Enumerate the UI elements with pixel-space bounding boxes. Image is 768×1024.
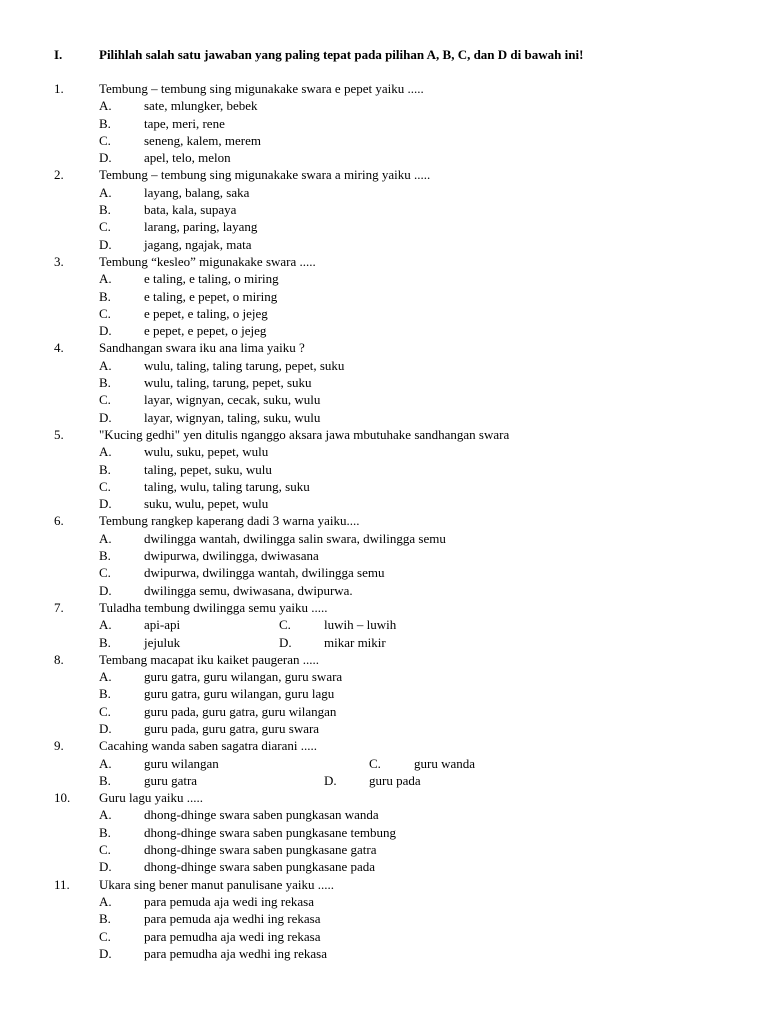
question-text: Tuladha tembung dwilingga semu yaiku ..... [99, 599, 328, 615]
answer-option [54, 668, 728, 685]
option-text: guru wilangan [144, 755, 219, 771]
question-item [54, 166, 728, 252]
question-row [54, 253, 728, 270]
question-text: Ukara sing bener manut panulisane yaiku ..... [99, 876, 335, 892]
option-letter: D. [99, 409, 112, 425]
option-letter: A. [99, 357, 112, 373]
question-list [54, 80, 728, 962]
question-row [54, 426, 728, 443]
option-letter: C. [99, 842, 111, 858]
option-letter: C. [99, 305, 111, 321]
answer-option [54, 201, 728, 218]
option-text: seneng, kalem, merem [144, 132, 261, 148]
answer-option [54, 910, 728, 927]
answer-option [54, 928, 728, 945]
question-number: 1. [54, 81, 64, 96]
question-text: Tembang macapat iku kaiket paugeran ..... [99, 651, 320, 667]
answer-option [54, 132, 728, 149]
answer-option [54, 720, 728, 737]
option-letter: B. [99, 548, 111, 564]
answer-option [54, 893, 728, 910]
option-letter: D. [279, 634, 292, 650]
option-text: e pepet, e taling, o jejeg [144, 305, 268, 321]
option-text: sate, mlungker, bebek [144, 98, 258, 114]
option-letter: C. [369, 755, 381, 771]
question-number: 11. [54, 876, 70, 892]
option-text: taling, wulu, taling tarung, suku [144, 478, 310, 494]
option-letter: D. [99, 720, 112, 736]
answer-option [54, 374, 728, 391]
option-letter: A. [99, 617, 112, 633]
option-letter: C. [99, 478, 111, 494]
answer-option [54, 184, 728, 201]
question-number: 10. [54, 790, 71, 806]
answer-option [54, 858, 728, 875]
question-number: 3. [54, 253, 64, 269]
question-text: "Kucing gedhi" yen ditulis nganggo aksara jawa mbutuhake sandhangan swara [99, 426, 510, 442]
option-text: jagang, ngajak, mata [144, 236, 252, 252]
question-row [54, 651, 728, 668]
option-text: e pepet, e pepet, o jejeg [144, 323, 267, 339]
answer-option [54, 841, 728, 858]
answer-option [54, 685, 728, 702]
option-text: suku, wulu, pepet, wulu [144, 496, 269, 512]
question-number: 2. [54, 167, 64, 183]
option-text: guru gatra [144, 772, 198, 788]
answer-option [54, 495, 728, 512]
option-letter: B. [99, 824, 111, 840]
answer-option [54, 236, 728, 253]
option-text: tape, meri, rene [144, 115, 225, 131]
answer-option [54, 564, 728, 581]
question-item [54, 737, 728, 789]
option-letter: D. [99, 236, 112, 252]
option-letter: D. [99, 582, 112, 598]
answer-option [54, 461, 728, 478]
option-text: guru pada [369, 772, 421, 788]
question-item [54, 80, 728, 166]
answer-option [54, 824, 728, 841]
option-text: apel, telo, melon [144, 150, 231, 166]
answer-option [54, 530, 728, 547]
option-letter: B. [99, 288, 111, 304]
option-text: e taling, e taling, o miring [144, 271, 279, 287]
option-letter: A. [99, 271, 112, 287]
option-letter: D. [99, 945, 112, 961]
option-text: wulu, taling, tarung, pepet, suku [144, 375, 312, 391]
question-text: Tembung – tembung sing migunakake swara e pepet yaiku ..... [99, 81, 424, 96]
question-text: Tembung rangkep kaperang dadi 3 warna yaiku.... [99, 513, 360, 529]
answer-option [54, 322, 728, 339]
option-letter: C. [99, 132, 111, 148]
option-text: guru pada, guru gatra, guru wilangan [144, 703, 337, 719]
option-letter: C. [99, 928, 111, 944]
option-letter: D. [99, 150, 112, 166]
option-text: para pemudha aja wedhi ing rekasa [144, 945, 328, 961]
option-text: guru gatra, guru wilangan, guru lagu [144, 686, 335, 702]
question-text: Tembung – tembung sing migunakake swara a miring yaiku ..... [99, 167, 431, 183]
option-text: dhong-dhinge swara saben pungkasane gatra [144, 842, 377, 858]
option-letter: B. [99, 375, 111, 391]
answer-option [54, 288, 728, 305]
option-text: larang, paring, layang [144, 219, 258, 235]
question-row [54, 512, 728, 529]
option-text: taling, pepet, suku, wulu [144, 461, 272, 477]
option-text: dhong-dhinge swara saben pungkasane tembung [144, 824, 396, 840]
answer-option [54, 97, 728, 114]
answer-option [54, 357, 728, 374]
question-item [54, 599, 728, 651]
question-item [54, 426, 728, 512]
option-letter: B. [99, 202, 111, 218]
answer-option [54, 149, 728, 166]
question-text: Cacahing wanda saben sagatra diarani ..... [99, 738, 318, 754]
option-text: dwilingga wantah, dwilingga salin swara, dwilingga semu [144, 530, 446, 546]
option-letter: C. [99, 219, 111, 235]
option-text: dwipurwa, dwilingga wantah, dwilingga semu [144, 565, 385, 581]
option-text: dwilingga semu, dwiwasana, dwipurwa. [144, 582, 353, 598]
option-letter: A. [99, 98, 112, 114]
option-text: layar, wignyan, taling, suku, wulu [144, 409, 321, 425]
question-item [54, 253, 728, 339]
question-number: 9. [54, 738, 64, 754]
option-letter: D. [99, 323, 112, 339]
answer-option [54, 945, 728, 962]
answer-option [54, 478, 728, 495]
question-text: Sandhangan swara iku ana lima yaiku ? [99, 340, 305, 356]
question-number: 5. [54, 426, 64, 442]
answer-option [54, 270, 728, 287]
option-letter: B. [99, 634, 111, 650]
option-letter: D. [99, 496, 112, 512]
option-letter: A. [99, 530, 112, 546]
option-letter: B. [99, 911, 111, 927]
answer-option [54, 115, 728, 132]
option-letter: C. [99, 392, 111, 408]
question-row [54, 876, 728, 893]
option-text: layar, wignyan, cecak, suku, wulu [144, 392, 321, 408]
question-text: Tembung “kesleo” migunakake swara ..... [99, 253, 316, 269]
option-text: bata, kala, supaya [144, 202, 237, 218]
option-text: para pemudha aja wedi ing rekasa [144, 928, 321, 944]
option-letter: A. [99, 893, 112, 909]
option-text: dhong-dhinge swara saben pungkasane pada [144, 859, 376, 875]
option-text: api-api [144, 617, 181, 633]
answer-option [54, 443, 728, 460]
option-text: wulu, suku, pepet, wulu [144, 444, 269, 460]
option-letter: A. [99, 755, 112, 771]
option-letter: B. [99, 772, 111, 788]
answer-option [54, 391, 728, 408]
question-text: Guru lagu yaiku ..... [99, 790, 203, 806]
question-number: 6. [54, 513, 64, 529]
answer-option-row [54, 755, 728, 772]
option-text: para pemuda aja wedi ing rekasa [144, 893, 315, 909]
question-row [54, 599, 728, 616]
question-row [54, 737, 728, 754]
question-number: 7. [54, 599, 64, 615]
question-item [54, 339, 728, 425]
answer-option [54, 409, 728, 426]
question-row [54, 339, 728, 356]
option-letter: C. [99, 703, 111, 719]
option-letter: A. [99, 807, 112, 823]
option-text: dwipurwa, dwilingga, dwiwasana [144, 548, 319, 564]
option-letter: A. [99, 444, 112, 460]
option-text: dhong-dhinge swara saben pungkasan wanda [144, 807, 379, 823]
option-text: mikar mikir [324, 634, 386, 650]
option-letter: B. [99, 115, 111, 131]
option-letter: D. [324, 772, 337, 788]
answer-option-row [54, 772, 728, 789]
question-item [54, 876, 728, 962]
question-item [54, 651, 728, 737]
option-letter: B. [99, 461, 111, 477]
question-row [54, 789, 728, 806]
answer-option-row [54, 634, 728, 651]
option-letter: B. [99, 686, 111, 702]
answer-option [54, 806, 728, 823]
option-text: luwih – luwih [324, 617, 397, 633]
answer-option-row [54, 616, 728, 633]
section-instruction: Pilihlah salah satu jawaban yang paling tepat pada pilihan A, B, C, dan D di bawah ini! [99, 47, 584, 62]
option-text: guru gatra, guru wilangan, guru swara [144, 669, 343, 685]
question-item [54, 512, 728, 598]
question-row [54, 166, 728, 183]
section-number: I. [54, 47, 63, 62]
question-row [54, 80, 728, 97]
option-text: wulu, taling, taling tarung, pepet, suku [144, 357, 345, 373]
option-text: guru wanda [414, 755, 476, 771]
question-number: 4. [54, 340, 64, 356]
option-text: jejuluk [144, 634, 181, 650]
answer-option [54, 582, 728, 599]
option-text: layang, balang, saka [144, 184, 250, 200]
answer-option [54, 305, 728, 322]
answer-option [54, 547, 728, 564]
option-letter: A. [99, 669, 112, 685]
option-letter: A. [99, 184, 112, 200]
answer-option [54, 703, 728, 720]
option-letter: C. [99, 565, 111, 581]
question-item [54, 789, 728, 875]
option-text: e taling, e pepet, o miring [144, 288, 278, 304]
option-text: para pemuda aja wedhi ing rekasa [144, 911, 321, 927]
option-text: guru pada, guru gatra, guru swara [144, 720, 320, 736]
question-number: 8. [54, 651, 64, 667]
option-letter: C. [279, 617, 291, 633]
option-letter: D. [99, 859, 112, 875]
answer-option [54, 218, 728, 235]
